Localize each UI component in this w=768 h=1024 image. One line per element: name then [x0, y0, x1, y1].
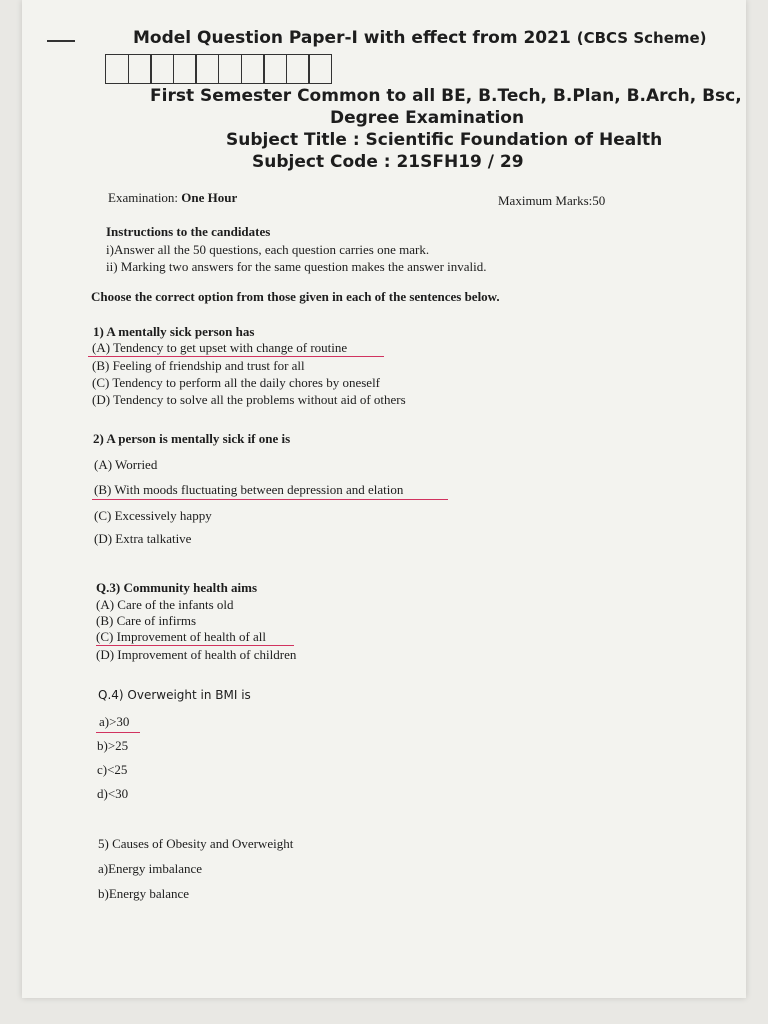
q1-option-b: (B) Feeling of friendship and trust for all — [92, 358, 305, 373]
usn-box — [173, 54, 197, 84]
question-1: 1) A mentally sick person has — [93, 324, 255, 339]
question-4: Q.4) Overweight in BMI is — [98, 688, 251, 702]
q4-option-c: c)<25 — [97, 762, 128, 777]
paper-title-text: Model Question Paper-I with effect from 2021 — [133, 28, 571, 48]
q4-option-b: b)>25 — [97, 738, 129, 753]
duration-label: Examination: — [108, 190, 182, 205]
q1-option-a: (A) Tendency to get upset with change of routine — [92, 340, 348, 355]
max-marks: Maximum Marks:50 — [498, 193, 606, 208]
instruction-item: i)Answer all the 50 questions, each question carries one mark. — [106, 242, 430, 257]
q1-option-c: (C) Tendency to perform all the daily chores by oneself — [92, 375, 381, 390]
usn-box — [195, 54, 219, 84]
answer-underline — [96, 645, 294, 646]
exam-duration — [108, 190, 237, 206]
q3-option-a: (A) Care of the infants old — [96, 597, 234, 612]
usn-box — [241, 54, 265, 84]
duration-value: One Hour — [181, 190, 238, 205]
margin-dash — [47, 40, 75, 42]
q2-option-b: (B) With moods fluctuating between depression and elation — [94, 482, 404, 497]
q3-option-c: (C) Improvement of health of all — [96, 629, 267, 644]
answer-underline — [88, 356, 384, 357]
q4-option-d: d)<30 — [97, 786, 129, 801]
usn-box — [128, 54, 152, 84]
degree-line: Degree Examination — [330, 108, 525, 128]
question-5: 5) Causes of Obesity and Overweight — [98, 836, 294, 851]
subject-title: Subject Title : Scientific Foundation of Health — [226, 130, 663, 150]
instruction-item: ii) Marking two answers for the same question makes the answer invalid. — [106, 259, 487, 274]
subject-code: Subject Code : 21SFH19 / 29 — [252, 152, 524, 172]
paper-title — [133, 28, 707, 48]
usn-box — [150, 54, 174, 84]
q1-option-d: (D) Tendency to solve all the problems without aid of others — [92, 392, 406, 407]
directive: Choose the correct option from those given in each of the sentences below. — [91, 289, 500, 304]
instructions-heading: Instructions to the candidates — [106, 224, 271, 239]
q2-option-c: (C) Excessively happy — [94, 508, 212, 523]
usn-boxes — [105, 54, 331, 84]
q4-option-a: a)>30 — [99, 714, 130, 729]
usn-box — [263, 54, 287, 84]
q2-option-d: (D) Extra talkative — [94, 531, 192, 546]
usn-box — [308, 54, 332, 84]
question-3: Q.3) Community health aims — [96, 580, 258, 595]
answer-underline — [92, 499, 448, 500]
scheme-label: (CBCS Scheme) — [576, 29, 707, 47]
semester-line: First Semester Common to all BE, B.Tech, B.Plan, B.Arch, Bsc, — [150, 86, 742, 106]
q5-option-b: b)Energy balance — [98, 886, 190, 901]
usn-box — [105, 54, 129, 84]
question-2: 2) A person is mentally sick if one is — [93, 431, 291, 446]
answer-underline — [96, 732, 140, 733]
usn-box — [218, 54, 242, 84]
q5-option-a: a)Energy imbalance — [98, 861, 203, 876]
usn-box — [286, 54, 310, 84]
q2-option-a: (A) Worried — [94, 457, 158, 472]
q3-option-b: (B) Care of infirms — [96, 613, 197, 628]
q3-option-d: (D) Improvement of health of children — [96, 647, 297, 662]
